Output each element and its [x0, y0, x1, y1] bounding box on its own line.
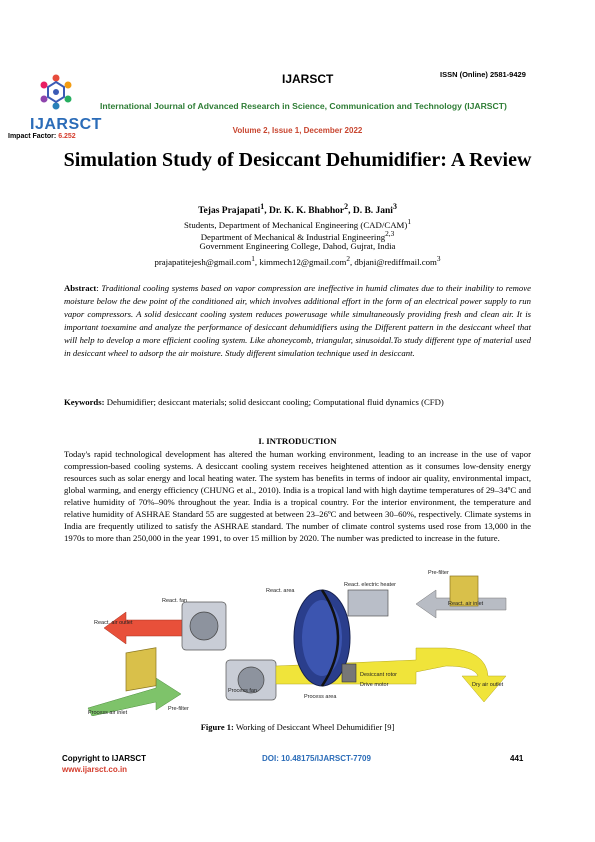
label-pre-filter-bottom: Pre-filter — [168, 706, 189, 712]
affiliation-line: Students, Department of Mechanical Engineering $(CAD/CAM)^1$ — [184, 217, 411, 230]
author: D. B. Jani — [352, 206, 393, 217]
caption-label: Figure 1: — [200, 722, 234, 732]
label-react-fan: React. fan — [162, 598, 188, 604]
label-process-fan: Process fan — [228, 688, 258, 694]
journal-abbrev: IJARSCT — [282, 72, 334, 86]
keywords-label: Keywords: — [64, 397, 105, 407]
drive-motor — [342, 664, 356, 682]
label-desiccant-rotor: Desiccant rotor — [360, 672, 397, 678]
keywords-text: Dehumidifier; desiccant materials; solid desiccant cooling; Computational fluid dynamics (CFD) — [106, 397, 444, 407]
intro-paragraph: Today's rapid technological development has altered the human working environment, leading to an increase in the use of vapor compression-based cooling systems. A desiccant cooling system receives heightened attention as it consumes low-density energy resources such as solar energy and local heating water. The system has benefits in terms of indoor air quality, environmental impact, global warming, and energy efficiency (CHUNG et al., 2010). India is a tropical land with high daytime temperatures of 29–34ºC and relative humidity of 70%–90% throughout the year. India is a tropical country. For the interior environment, the temperature and relative humidity of ASHRAE Standard 55 are suggested at between 23–26ºC and between 30–60%, respectively. Climate systems in India are frequently utilized to satisfy the ASHRAE standard. The number of climate control systems used rose from 13,000 in the 1970s to more than 250,000 in the year 1991, to over 15 million by 2020. The number was predicted to increase in the future. — [64, 449, 531, 543]
page-number: 441 — [510, 754, 524, 763]
paper-title: Simulation Study of Desiccant Dehumidifier: A Review — [63, 149, 532, 171]
section-heading: I. INTRODUCTION — [258, 436, 337, 446]
affiliation-line: Department of Mechanical & Industrial Engineering$^{2,3}$ — [200, 229, 395, 242]
label-react-electric-heater: React. electric heater — [344, 582, 396, 588]
footer-doi-link[interactable]: DOI: 10.48175/IJARSCT-7709 — [262, 754, 371, 763]
keywords — [64, 396, 531, 408]
label-react-air-outlet: React. air outlet — [94, 620, 133, 626]
label-drive-motor: Drive motor — [360, 682, 389, 688]
label-pre-filter-top: Pre-filter — [428, 570, 449, 576]
author: Dr. K. K. Bhabhor — [268, 206, 345, 217]
footer-copyright: Copyright to IJARSCT — [62, 754, 146, 763]
footer-website-link[interactable]: www.ijarsct.co.in — [62, 765, 128, 774]
label-react-air-inlet: React. air inlet — [448, 601, 484, 607]
desiccant-wheel-diagram — [86, 568, 514, 716]
author-list: Tejas Prajapati$^1$, Dr. K. K. Bhabhor$^2$, D. B. Jani$^3$ — [198, 202, 397, 217]
impact-label: Impact Factor: — [8, 133, 57, 140]
caption-text: Working of Desiccant Wheel Dehumidifier [9] — [235, 722, 395, 732]
label-process-air-inlet: Process air inlet — [88, 710, 128, 716]
label-dry-air-outlet: Dry air outlet — [472, 682, 504, 688]
impact-value: 6.252 — [58, 133, 76, 140]
journal-full-name: International Journal of Advanced Research in Science, Communication and Technology (IJARSCT) — [100, 101, 507, 111]
label-react-area: React. area — [266, 588, 295, 594]
pre-filter-left — [126, 648, 156, 691]
figure-caption — [0, 722, 595, 732]
issn: ISSN (Online) 2581-9429 — [440, 70, 526, 79]
abstract: Abstract: Traditional cooling systems based on vapor compression are ineffective in humid climates due to their inability to remove moisture below the dew point of the conditioned air, which involves additional effort in the form of an electrical power supply to run vapor compressors. A solid desiccant cooling system reduces powerusage while simultaneously providing fresh and clean air. It is important toexamine and analyze the performance of desiccant dehumidifiers using the Different pattern in the desiccant wheel that will help to develop a more efficient cooling system. Like ahoneycomb, triangular, sinusoidal.To study different type of material used in desiccant wheel to adsorp the air moisture. Study different simulation technique used in desiccant. — [64, 283, 531, 358]
email-list: prajapatitejesh@gmail.com$^1$, kimmech12@gmail.com$^2$, dbjani@rediffmail.com$^3$ — [154, 254, 441, 267]
logo-text: IJARSCT — [30, 116, 102, 133]
label-process-area: Process area — [304, 694, 337, 700]
abstract-label: Abstract — [64, 283, 97, 293]
author: Tejas Prajapati — [198, 206, 261, 217]
abstract-text: Traditional cooling systems based on vapor compression are ineffective in humid climates due to their inability to remove moisture below the dew point of the conditioned air, which involves additional effort in the form of an electrical power supply to run vapor compressors. A solid desiccant cooling system reduces powerusage while simultaneously providing fresh and clean air. It is important toexamine and analyze the performance of desiccant dehumidifiers using the Different pattern in the desiccant wheel that will help to develop a more efficient cooling system. Like ahoneycomb, triangular, sinusoidal.To study different type of material used in desiccant wheel to adsorp the air moisture. Study different simulation technique used in desiccant. — [64, 283, 531, 358]
affiliation-line: Government Engineering College, Dahod, Gujrat, India — [199, 241, 396, 251]
journal-logo — [36, 72, 76, 112]
react-electric-heater — [348, 590, 388, 616]
react-air-outlet-arrow — [104, 612, 184, 644]
volume-issue: Volume 2, Issue 1, December 2022 — [232, 126, 363, 135]
